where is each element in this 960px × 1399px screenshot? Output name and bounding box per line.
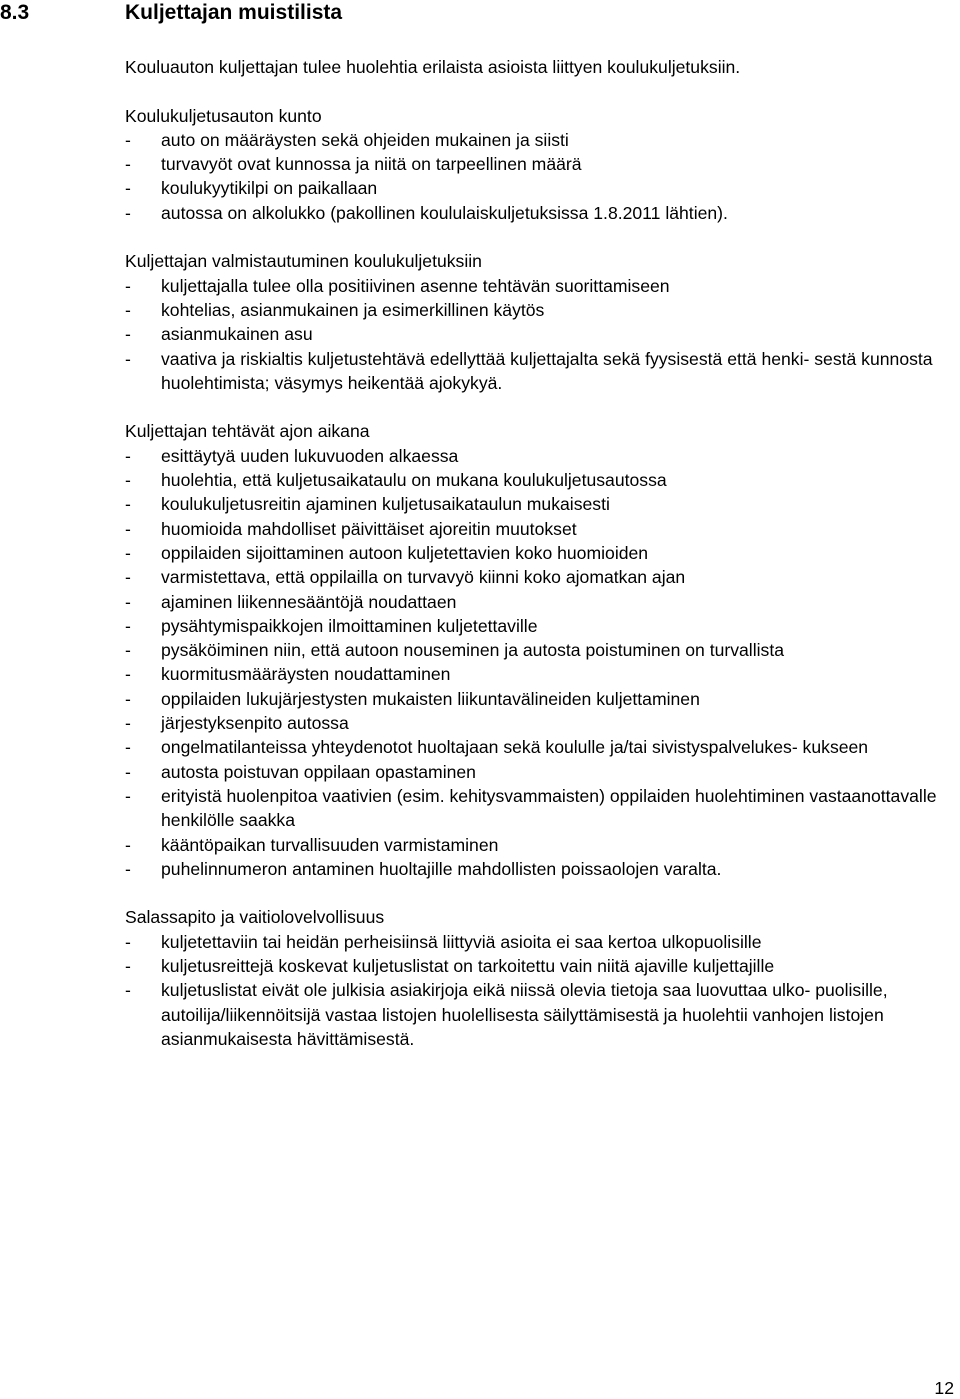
list-item-text: koulukuljetusreitin ajaminen kuljetusaikataulun mukaisesti xyxy=(161,494,610,515)
checklist-section xyxy=(125,419,960,881)
list-item xyxy=(125,833,960,857)
dash-bullet: - xyxy=(125,470,131,491)
dash-bullet: - xyxy=(125,275,131,296)
list-item-text: pysäköiminen niin, että autoon nouseminen ja autosta poistuminen on turvallista xyxy=(161,640,785,661)
list-item xyxy=(125,565,960,589)
list-item xyxy=(125,128,960,152)
document-body xyxy=(125,55,960,1075)
section-number: 8.3 xyxy=(0,1,30,24)
list-item xyxy=(125,152,960,176)
checklist-section xyxy=(125,905,960,1051)
section-subtitle: Kuljettajan valmistautuminen koulukuljetuksiin xyxy=(125,251,482,272)
dash-bullet: - xyxy=(125,299,131,320)
list-item xyxy=(125,711,960,735)
list-item-text: kääntöpaikan turvallisuuden varmistaminen xyxy=(161,834,499,855)
list-item-text: varmistettava, että oppilailla on turvavyö kiinni koko ajomatkan ajan xyxy=(161,567,686,588)
list-item-text: ongelmatilanteissa yhteydenotot huoltajaan sekä koululle ja/tai sivistyspalvelukes- kukseen xyxy=(161,737,869,758)
list-item-text: ajaminen liikennesääntöjä noudattaen xyxy=(161,591,457,612)
dash-bullet: - xyxy=(125,980,131,1001)
dash-bullet: - xyxy=(125,664,131,685)
dash-bullet: - xyxy=(125,129,131,150)
list-item-text: asianmukainen asu xyxy=(161,324,313,345)
list-item xyxy=(125,347,960,396)
list-item-text: autosta poistuvan oppilaan opastaminen xyxy=(161,761,476,782)
checklist xyxy=(125,930,960,1051)
list-item xyxy=(125,735,960,759)
dash-bullet: - xyxy=(125,858,131,879)
list-item-text: vaativa ja riskialtis kuljetustehtävä edellyttää kuljettajalta sekä fyysisestä että henki- sestä kunnosta huolehtimista; väsymys heikentää ajokykyä. xyxy=(161,348,933,393)
list-item xyxy=(125,857,960,881)
list-item xyxy=(125,176,960,200)
dash-bullet: - xyxy=(125,591,131,612)
dash-bullet: - xyxy=(125,154,131,175)
list-item xyxy=(125,517,960,541)
dash-bullet: - xyxy=(125,955,131,976)
dash-bullet: - xyxy=(125,761,131,782)
list-item-text: kuljetuslistat eivät ole julkisia asiakirjoja eikä niissä olevia tietoja saa luovuttaa ulko- puolisille, autoilija/liikennöitsijä vastaa listojen huolellisesta säilyttämisestä ja huolehtii vanhojen listojen asianmukaisesta hävittämisestä. xyxy=(161,980,888,1049)
list-item xyxy=(125,687,960,711)
dash-bullet: - xyxy=(125,445,131,466)
dash-bullet: - xyxy=(125,688,131,709)
list-item-text: autossa on alkolukko (pakollinen koululaiskuljetuksissa 1.8.2011 lähtien). xyxy=(161,202,728,223)
section-subtitle: Kuljettajan tehtävät ajon aikana xyxy=(125,421,370,442)
dash-bullet: - xyxy=(125,202,131,223)
dash-bullet: - xyxy=(125,615,131,636)
section-heading xyxy=(0,0,342,26)
list-item-text: kohtelias, asianmukainen ja esimerkillinen käytös xyxy=(161,299,545,320)
list-item-text: järjestyksenpito autossa xyxy=(161,713,349,734)
dash-bullet: - xyxy=(125,834,131,855)
list-item xyxy=(125,930,960,954)
list-item-text: oppilaiden lukujärjestysten mukaisten liikuntavälineiden kuljettaminen xyxy=(161,688,700,709)
list-item-text: kuljettajalla tulee olla positiivinen asenne tehtävän suorittamiseen xyxy=(161,275,670,296)
list-item xyxy=(125,760,960,784)
list-item-text: pysähtymispaikkojen ilmoittaminen kuljetettaville xyxy=(161,615,538,636)
list-item xyxy=(125,468,960,492)
list-item-text: kuljetettaviin tai heidän perheisiinsä liittyviä asioita ei saa kertoa ulkopuolisille xyxy=(161,931,762,952)
list-item xyxy=(125,444,960,468)
intro-paragraph: Kouluauton kuljettajan tulee huolehtia erilaista asioista liittyen koulukuljetuksiin. xyxy=(125,57,741,77)
checklist xyxy=(125,128,960,225)
dash-bullet: - xyxy=(125,518,131,539)
list-item-text: puhelinnumeron antaminen huoltajille mahdollisten poissaolojen varalta. xyxy=(161,858,722,879)
list-item xyxy=(125,662,960,686)
dash-bullet: - xyxy=(125,542,131,563)
list-item-text: huomioida mahdolliset päivittäiset ajoreitin muutokset xyxy=(161,518,577,539)
dash-bullet: - xyxy=(125,737,131,758)
dash-bullet: - xyxy=(125,931,131,952)
list-item-text: oppilaiden sijoittaminen autoon kuljetettavien koko huomioiden xyxy=(161,542,649,563)
section-title: Kuljettajan muistilista xyxy=(125,1,343,24)
list-item xyxy=(125,298,960,322)
list-item-text: auto on määräysten sekä ohjeiden mukainen ja siisti xyxy=(161,129,569,150)
list-item-text: kuormitusmääräysten noudattaminen xyxy=(161,664,451,685)
list-item xyxy=(125,201,960,225)
dash-bullet: - xyxy=(125,178,131,199)
section-subtitle: Koulukuljetusauton kunto xyxy=(125,105,322,126)
checklist-section xyxy=(125,104,960,225)
checklist-section xyxy=(125,249,960,395)
list-item-text: erityistä huolenpitoa vaativien (esim. kehitysvammaisten) oppilaiden huolehtiminen vastaanottavalle henkilölle saakka xyxy=(161,785,937,831)
list-item xyxy=(125,638,960,662)
list-item-text: turvavyöt ovat kunnossa ja niitä on tarpeellinen määrä xyxy=(161,154,582,175)
list-item-text: koulukyytikilpi on paikallaan xyxy=(161,178,378,199)
list-item-text: kuljetusreittejä koskevat kuljetuslistat on tarkoitettu vain niitä ajaville kuljettajille xyxy=(161,955,775,976)
list-item-text: esittäytyä uuden lukuvuoden alkaessa xyxy=(161,445,459,466)
dash-bullet: - xyxy=(125,785,131,806)
dash-bullet: - xyxy=(125,494,131,515)
list-item xyxy=(125,784,960,833)
list-item-text: huolehtia, että kuljetusaikataulu on mukana koulukuljetusautossa xyxy=(161,470,667,491)
section-subtitle: Salassapito ja vaitiolovelvollisuus xyxy=(125,907,385,928)
checklist xyxy=(125,274,960,395)
list-item xyxy=(125,978,960,1051)
dash-bullet: - xyxy=(125,348,131,369)
dash-bullet: - xyxy=(125,324,131,345)
dash-bullet: - xyxy=(125,567,131,588)
list-item xyxy=(125,614,960,638)
list-item xyxy=(125,492,960,516)
checklist-sections xyxy=(125,104,960,1052)
dash-bullet: - xyxy=(125,640,131,661)
list-item xyxy=(125,954,960,978)
list-item xyxy=(125,322,960,346)
dash-bullet: - xyxy=(125,713,131,734)
list-item xyxy=(125,590,960,614)
list-item xyxy=(125,541,960,565)
list-item xyxy=(125,274,960,298)
checklist xyxy=(125,444,960,881)
page-number: 12 xyxy=(934,1378,954,1398)
